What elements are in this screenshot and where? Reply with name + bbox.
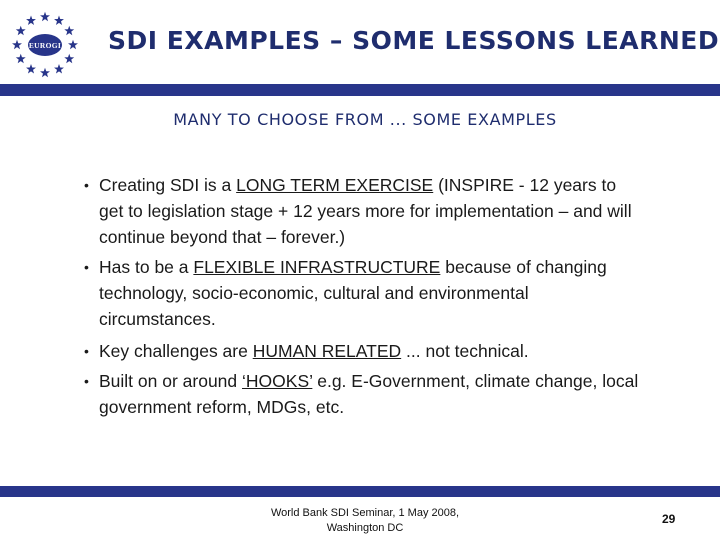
star-icon [26, 64, 36, 73]
bullet-text: Built on or around [99, 371, 243, 391]
bullet-item [82, 368, 642, 420]
header-bar [0, 84, 720, 96]
bullet-item [82, 338, 642, 364]
bullet-text: ... not technical. [401, 341, 529, 361]
bullet-text: because of changing technology, socio-economic, cultural and environmental circumstances. [99, 257, 607, 329]
bullet-marker: • [84, 177, 89, 193]
star-icon [64, 26, 74, 35]
star-icon [12, 40, 22, 49]
footer-bar [0, 486, 720, 497]
bullet-item [82, 172, 642, 250]
bullet-text: Creating SDI is a [99, 175, 237, 195]
bullet-emphasis: ‘HOOKS’ [242, 371, 313, 391]
eurogi-logo [8, 8, 82, 82]
footer-caption [240, 506, 490, 536]
star-icon [40, 68, 50, 77]
star-icon [16, 26, 26, 35]
star-icon [16, 54, 26, 63]
star-icon [54, 64, 64, 73]
bullet-item [82, 254, 642, 332]
bullet-text: e.g. E-Government, climate change, local government reform, MDGs, etc. [99, 371, 639, 417]
star-icon [40, 12, 50, 21]
bullet-text: Key challenges are [99, 341, 253, 361]
bullet-emphasis: FLEXIBLE INFRASTRUCTURE [193, 257, 441, 277]
star-icon [64, 54, 74, 63]
star-icon [54, 16, 64, 25]
bullet-marker: • [84, 343, 89, 359]
bullet-emphasis: HUMAN RELATED [252, 341, 402, 361]
bullet-emphasis: LONG TERM EXERCISE [236, 175, 434, 195]
slide-title: SDI EXAMPLES – SOME LESSONS LEARNED [108, 26, 720, 55]
footer-line: World Bank SDI Seminar, 1 May 2008, [270, 507, 460, 519]
slide-subtitle: MANY TO CHOOSE FROM ... SOME EXAMPLES [173, 110, 557, 129]
bullet-text: (INSPIRE - 12 years to get to legislation stage + 12 years more for implementation – and will continue beyond that – forever.) [99, 175, 632, 247]
bullet-marker: • [84, 373, 89, 389]
bullet-text: Has to be a [99, 257, 194, 277]
footer-line: Washington DC [326, 522, 404, 534]
star-icon [68, 40, 78, 49]
star-icon [26, 16, 36, 25]
page-number: 29 [662, 512, 676, 526]
bullet-marker: • [84, 259, 89, 275]
bullet-list [82, 172, 642, 424]
logo-text: EUROGI [28, 41, 62, 50]
